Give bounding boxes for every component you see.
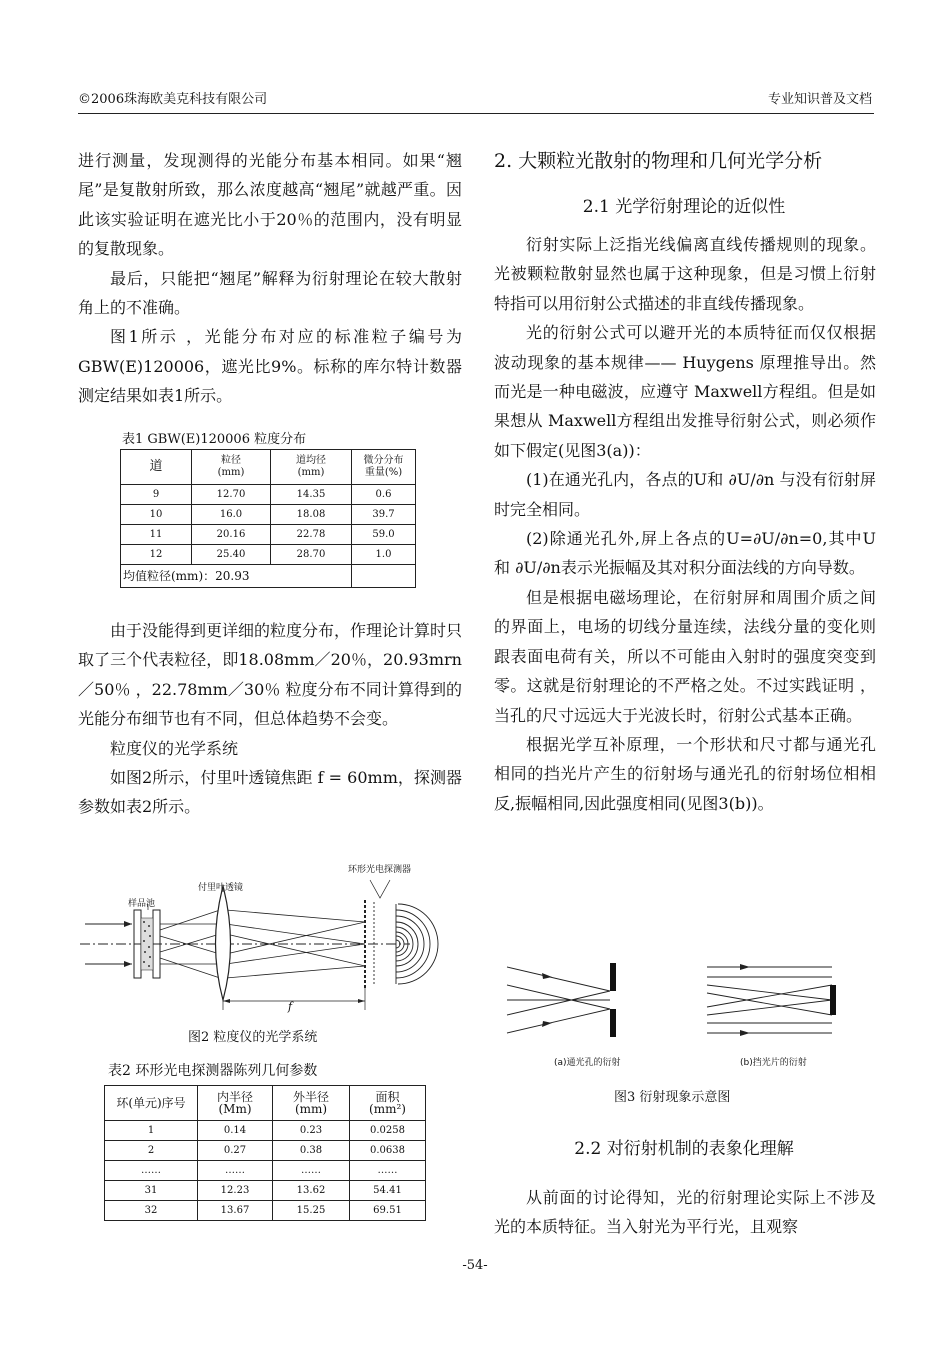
table-row bbox=[105, 1141, 426, 1161]
right-paragraph-1: 衍射实际上泛指光线偏离直线传播规则的现象。光被颗粒散射显然也属于这种现象，但是习惯上衍射特指可以用衍射公式描述的非直线传播现象。 bbox=[494, 235, 876, 313]
table-cell: 9 bbox=[121, 485, 192, 505]
table-cell: 25.40 bbox=[192, 545, 271, 565]
table-cell: 32 bbox=[105, 1201, 198, 1221]
table2-header-cell: 环(单元)序号 bbox=[105, 1086, 198, 1121]
table-cell: 13.62 bbox=[273, 1181, 350, 1201]
table-cell: 0.27 bbox=[198, 1141, 273, 1161]
table-cell: 0.0638 bbox=[350, 1141, 426, 1161]
table-cell: 1.0 bbox=[352, 545, 416, 565]
table-cell: 0.6 bbox=[352, 485, 416, 505]
table-cell: 39.7 bbox=[352, 505, 416, 525]
table-cell: 0.0258 bbox=[350, 1121, 426, 1141]
table-row bbox=[105, 1181, 426, 1201]
left-paragraph-1: 进行测量，发现测得的光能分布基本相同。如果“翘尾”是复散射所致，那么浓度越高“翘尾”就越严重。因此该实验证明在遮光比小于20％的范围内，没有明显的复散现象。 bbox=[78, 151, 462, 259]
right-paragraph-4: (2)除通光孔外,屏上各点的U=∂U/∂n=0,其中U 和 ∂U/∂n表示光振幅及其对积分面法线的方向导数。 bbox=[494, 529, 876, 578]
left-column-top bbox=[78, 146, 462, 411]
table-row bbox=[121, 485, 416, 505]
table1-header-cell: 微分分布 重量(%) bbox=[352, 450, 416, 485]
subsection-2-2-heading: 2.2 对衍射机制的表象化理解 bbox=[574, 1139, 794, 1159]
table-row bbox=[121, 525, 416, 545]
diffraction-diagram bbox=[502, 955, 872, 1045]
right-column-top bbox=[494, 230, 876, 818]
table-cell: …… bbox=[105, 1161, 198, 1181]
table-cell: 59.0 bbox=[352, 525, 416, 545]
table-cell: 0.23 bbox=[273, 1121, 350, 1141]
table1-header-cell: 道 bbox=[121, 450, 192, 485]
table-cell: 13.67 bbox=[198, 1201, 273, 1221]
table2-caption: 表2 环形光电探测器陈列几何参数 bbox=[108, 1063, 318, 1079]
table-cell: 18.08 bbox=[271, 505, 352, 525]
table2-header-cell: 外半径 (mm) bbox=[273, 1086, 350, 1121]
table-cell: 69.51 bbox=[350, 1201, 426, 1221]
table1-header-cell: 粒径 (mm) bbox=[192, 450, 271, 485]
table-cell: 1 bbox=[105, 1121, 198, 1141]
table-cell: 0.14 bbox=[198, 1121, 273, 1141]
table1-caption: 表1 GBW(E)120006 粒度分布 bbox=[122, 432, 307, 447]
fig3-label-b: (b)挡光片的衍射 bbox=[740, 1058, 807, 1068]
figure-2-caption: 图2 粒度仪的光学系统 bbox=[188, 1030, 318, 1045]
right-paragraph-6: 根据光学互补原理，一个形状和尺寸都与通光孔相同的挡光片产生的衍射场与通光孔的衍射场位相相反,振幅相同,因此强度相同(见图3(b))。 bbox=[494, 734, 876, 813]
table-cell: 20.16 bbox=[192, 525, 271, 545]
figure-2 bbox=[80, 860, 460, 1020]
table1 bbox=[120, 449, 416, 588]
left-paragraph-3: 图1所示 ，光能分布对应的标准粒子编号为GBW(E)120006，遮光比9%。标称的库尔特计数器测定结果如表1所示。 bbox=[78, 327, 462, 406]
table2-header-cell: 面积 (mm²) bbox=[350, 1086, 426, 1121]
right-paragraph-3: (1)在通光孔内，各点的U和 ∂U/∂n 与没有衍射屏时完全相同。 bbox=[494, 470, 876, 519]
subsection-2-1-heading: 2.1 光学衍射理论的近似性 bbox=[582, 197, 786, 217]
table-cell: 12.70 bbox=[192, 485, 271, 505]
table-cell: …… bbox=[198, 1161, 273, 1181]
figure-3-caption: 图3 衍射现象示意图 bbox=[614, 1090, 731, 1105]
right-column-bottom bbox=[494, 1183, 876, 1242]
header-right: 专业知识普及文档 bbox=[767, 92, 872, 107]
table-cell: 12.23 bbox=[198, 1181, 273, 1201]
optical-system-diagram bbox=[80, 860, 460, 1020]
table-cell: 14.35 bbox=[271, 485, 352, 505]
table-cell: 2 bbox=[105, 1141, 198, 1161]
table-cell: 10 bbox=[121, 505, 192, 525]
table-cell: 28.70 bbox=[271, 545, 352, 565]
right-paragraph-5: 但是根据电磁场理论，在衍射屏和周围介质之间的界面上，电场的切线分量连续，法线分量的变化则跟表面电荷有关，所以不可能由入射时的强度突变到零。这就是衍射理论的不严格之处。不过实践证明 ，当孔的尺寸远远大于光波长时，衍射公式基本正确。 bbox=[494, 587, 876, 725]
table-cell: 12 bbox=[121, 545, 192, 565]
label-focal-length: f bbox=[288, 1000, 293, 1013]
left-paragraph-4: 由于没能得到更详细的粒度分布，作理论计算时只取了三个代表粒径，即18.08mm／20％，20.93mrn／50％ ，22.78mm／30％ 粒度分布不同计算得到的光能分布细节也有不同，但总体趋势不会变。 bbox=[78, 621, 463, 729]
page-number: -54- bbox=[462, 1258, 488, 1273]
table-cell: 16.0 bbox=[192, 505, 271, 525]
table-cell: 15.25 bbox=[273, 1201, 350, 1221]
left-paragraph-2: 最后，只能把“翘尾”解释为衍射理论在较大散射角上的不准确。 bbox=[78, 268, 462, 318]
label-sample-cell: 样品池 bbox=[128, 899, 156, 909]
label-ring-detector: 环形光电探测器 bbox=[348, 865, 412, 875]
right-paragraph-2: 光的衍射公式可以避开光的本质特征而仅仅根据波动现象的基本规律—— Huygens 原理推导出。然而光是一种电磁波，应遵守 Maxwell方程组。但是如果想从 Maxwell方程组出发推导衍射公式，则必须作如下假定(见图3(a))： bbox=[494, 323, 876, 460]
table-cell: …… bbox=[350, 1161, 426, 1181]
table-cell: 22.78 bbox=[271, 525, 352, 545]
table-cell: …… bbox=[273, 1161, 350, 1181]
table-cell: 54.41 bbox=[350, 1181, 426, 1201]
table-row bbox=[105, 1161, 426, 1181]
header-rule bbox=[78, 113, 874, 114]
left-paragraph-5: 粒度仪的光学系统 bbox=[110, 738, 239, 758]
table-row bbox=[105, 1121, 426, 1141]
header-left: ©2006珠海欧美克科技有限公司 bbox=[78, 92, 268, 107]
table2 bbox=[104, 1085, 426, 1221]
section-2-heading: 2. 大颗粒光散射的物理和几何光学分析 bbox=[494, 150, 823, 172]
figure-3 bbox=[502, 955, 872, 1068]
left-column-middle bbox=[78, 616, 462, 822]
table-cell: 11 bbox=[121, 525, 192, 545]
right-paragraph-7: 从前面的讨论得知，光的衍射理论实际上不涉及光的本质特征。当入射光为平行光，且观察 bbox=[494, 1188, 876, 1237]
table-row bbox=[105, 1201, 426, 1221]
table-row bbox=[121, 545, 416, 565]
table-row bbox=[121, 505, 416, 525]
table1-footer: 均值粒径(mm)：20.93 bbox=[121, 565, 352, 588]
left-paragraph-6: 如图2所示，付里叶透镜焦距 f = 60mm，探测器参数如表2所示。 bbox=[78, 768, 462, 817]
table2-header-cell: 内半径 (Mm) bbox=[198, 1086, 273, 1121]
table1-header-cell: 道均径 (mm) bbox=[271, 450, 352, 485]
label-fourier-lens: 付里叶透镜 bbox=[198, 883, 244, 893]
fig3-label-a: (a)通光孔的衍射 bbox=[554, 1058, 621, 1068]
table-cell: 31 bbox=[105, 1181, 198, 1201]
table-cell: 0.38 bbox=[273, 1141, 350, 1161]
